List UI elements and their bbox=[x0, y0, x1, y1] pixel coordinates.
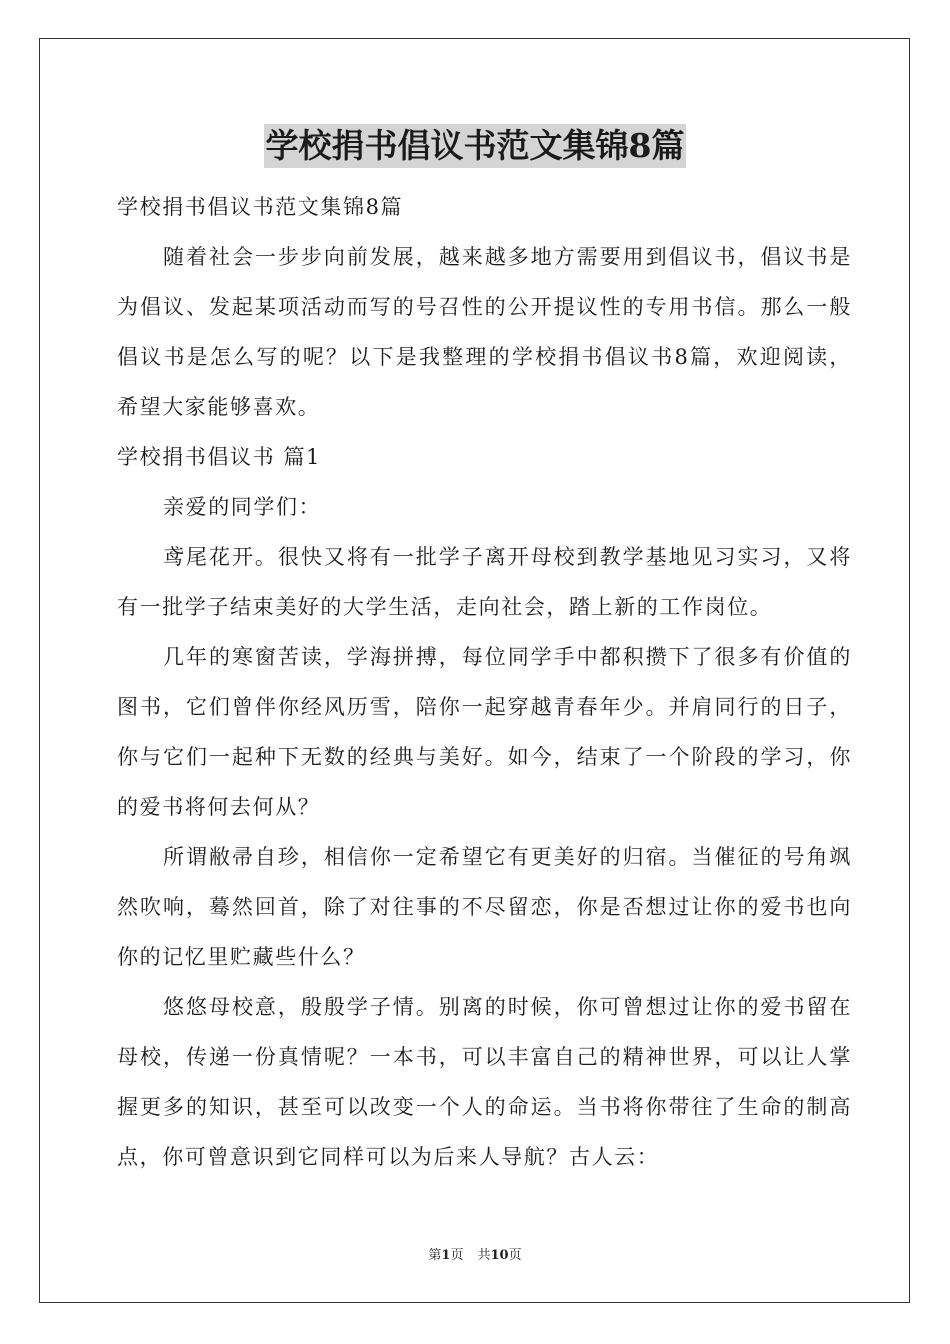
body-paragraph: 几年的寒窗苦读，学海拼搏，每位同学手中都积攒下了很多有价值的图书，它们曾伴你经风历雪，陪你一起穿越青春年少。并肩同行的日子，你与它们一起种下无数的经典与美好。如今，结束了一个阶段的学习，你的爱书将何去何从？ bbox=[117, 645, 852, 819]
title-area bbox=[0, 124, 950, 168]
total-suffix: 页 bbox=[508, 1248, 522, 1263]
page-footer bbox=[0, 1247, 950, 1265]
total-prefix: 共 bbox=[477, 1248, 491, 1263]
intro-paragraph: 随着社会一步步向前发展，越来越多地方需要用到倡议书，倡议书是为倡议、发起某项活动而写的号召性的公开提议性的专用书信。那么一般倡议书是怎么写的呢？以下是我整理的学校捐书倡议书8篇，欢迎阅读，希望大家能够喜欢。 bbox=[117, 245, 852, 419]
body-paragraph: 悠悠母校意，殷殷学子情。别离的时候，你可曾想过让你的爱书留在母校，传递一份真情呢？一本书，可以丰富自己的精神世界，可以让人掌握更多的知识，甚至可以改变一个人的命运。当书将你带往了生命的制高点，你可曾意识到它同样可以为后来人导航？古人云： bbox=[117, 995, 852, 1169]
document-title: 学校捐书倡议书范文集锦8篇 bbox=[264, 124, 687, 168]
page-suffix: 页 bbox=[450, 1248, 464, 1263]
current-page-number: 1 bbox=[441, 1248, 451, 1263]
subtitle-line: 学校捐书倡议书范文集锦8篇 bbox=[117, 195, 404, 219]
body-paragraph: 所谓敝帚自珍，相信你一定希望它有更美好的归宿。当催征的号角飒然吹响，蓦然回首，除了对往事的不尽留恋，你是否想过让你的爱书也向你的记忆里贮藏些什么？ bbox=[117, 845, 852, 969]
page-prefix: 第 bbox=[428, 1248, 442, 1263]
section-heading: 学校捐书倡议书 篇1 bbox=[117, 445, 322, 469]
total-page-count: 10 bbox=[490, 1248, 509, 1263]
body-paragraph: 鸢尾花开。很快又将有一批学子离开母校到教学基地见习实习，又将有一批学子结束美好的大学生活，走向社会，踏上新的工作岗位。 bbox=[117, 545, 852, 619]
document-body bbox=[117, 182, 852, 1182]
salutation: 亲爱的同学们： bbox=[163, 495, 322, 519]
